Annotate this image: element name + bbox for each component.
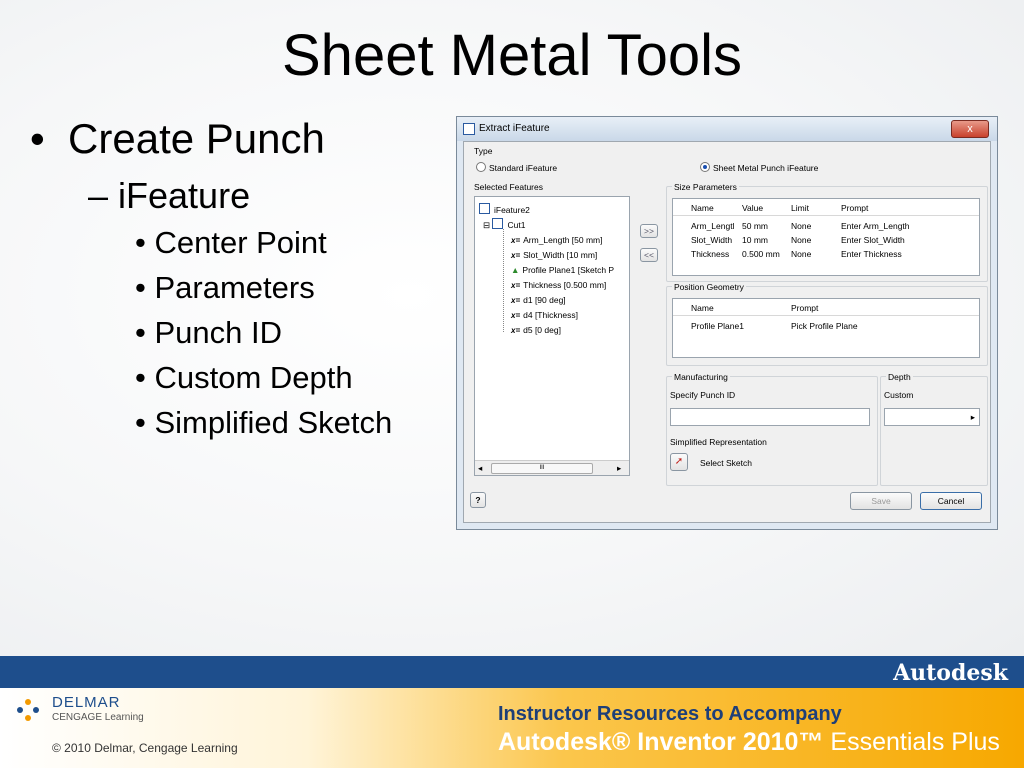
select-sketch-button[interactable] [670,453,688,471]
delmar-logo-icon [14,698,46,722]
sub-bullet-label: Parameters [154,270,315,305]
tree-item-label: d5 [0 deg] [523,325,561,335]
table-cell[interactable]: None [791,235,812,245]
column-header: Prompt [791,303,819,313]
cursor-arrow-icon: ➚ [674,456,684,467]
table-cell[interactable]: Thickness [691,249,730,259]
tree-root-label: iFeature2 [494,205,530,215]
selected-features-label: Selected Features [474,182,543,192]
type-label: Type [474,146,493,156]
help-button[interactable]: ? [470,492,486,508]
footer-line2 [498,728,1000,757]
tree-item[interactable] [511,280,606,290]
selected-features-tree[interactable] [474,196,630,476]
scroll-right-icon[interactable]: ▸ [617,463,622,473]
radio-punch-label: Sheet Metal Punch iFeature [713,163,819,173]
footer-blue-bar [0,656,1024,688]
table-cell[interactable]: Pick Profile Plane [791,321,858,331]
depth-label: Depth [888,372,911,382]
simplified-representation-label: Simplified Representation [670,437,767,447]
publisher-name: DELMAR [52,694,121,711]
profile-plane-icon: ▲ [511,265,520,275]
sub-bullet-label: Simplified Sketch [154,405,393,440]
parameter-icon: x= [511,311,521,320]
autodesk-logo: Autodesk [893,660,1008,686]
table-cell[interactable]: Slot_Width [691,235,733,245]
radio-selected-icon [700,162,710,172]
sub-bullet-label: Punch ID [154,315,282,350]
parameter-icon: x= [511,236,521,245]
bullet-ifeature: – iFeature [88,175,251,216]
table-cell[interactable]: 0.500 mm [742,249,780,259]
footer-line2-light: Essentials Plus [823,728,1000,756]
copyright: © 2010 Delmar, Cengage Learning [52,741,238,755]
size-parameters-table[interactable] [672,198,980,276]
radio-standard-label: Standard iFeature [489,163,558,173]
ifeature-icon [479,203,490,214]
sub-bullet: • Custom Depth [135,360,353,395]
tree-item[interactable] [511,310,578,320]
tree-item-label: Slot_Width [10 mm] [523,250,598,260]
table-cell[interactable]: Enter Arm_Length [841,221,910,231]
sub-bullet-label: Center Point [154,225,327,260]
size-parameters-label: Size Parameters [674,182,737,192]
tree-root[interactable] [479,203,530,215]
tree-item[interactable] [511,295,566,305]
sub-bullet: • Parameters [135,270,315,305]
tree-item[interactable] [511,235,603,245]
column-header: Prompt [841,203,869,213]
footer-line2-bold: Autodesk® Inventor 2010™ [498,728,824,756]
dialog-body [463,141,991,523]
tree-item-label: Profile Plane1 [Sketch P [522,265,615,275]
slide-title: Sheet Metal Tools [282,23,742,88]
punch-id-input[interactable] [670,408,870,426]
dialog-title: Extract iFeature [479,123,550,134]
column-header: Name [691,203,714,213]
depth-custom-label: Custom [884,390,914,400]
tree-connector [503,229,504,332]
save-button[interactable]: Save [850,492,912,510]
add-parameter-button[interactable]: >> [640,224,658,238]
tree-item[interactable] [511,265,614,275]
table-cell[interactable]: 10 mm [742,235,768,245]
table-cell[interactable]: Arm_Lengtl [691,221,735,231]
scroll-left-icon[interactable]: ◂ [478,463,483,473]
horizontal-scrollbar[interactable] [475,460,629,475]
sub-bullet: • Center Point [135,225,327,260]
manufacturing-label: Manufacturing [674,372,728,382]
tree-item-label: Thickness [0.500 mm] [523,280,607,290]
radio-icon [476,162,486,172]
table-cell[interactable]: 50 mm [742,221,768,231]
bullet-create-punch: Create Punch [68,115,325,162]
table-cell[interactable]: Profile Plane1 [691,321,744,331]
column-header: Limit [791,203,809,213]
table-cell[interactable]: None [791,221,812,231]
tree-cut-label: Cut1 [507,220,526,230]
tree-item-label: d1 [90 deg] [523,295,566,305]
scroll-thumb[interactable]: III [491,463,593,474]
tree-item[interactable] [511,325,561,335]
bullet-level1: • Create Punch [30,115,325,162]
extract-ifeature-dialog [456,116,998,530]
position-geometry-table[interactable] [672,298,980,358]
footer-line1: Instructor Resources to Accompany [498,703,842,725]
column-header: Value [742,203,764,213]
radio-sheet-metal-punch[interactable] [700,162,818,173]
tree-cut[interactable]: ⊟ Cut1 [483,220,526,230]
column-header: Name [691,303,714,313]
sub-bullet-label: Custom Depth [154,360,353,395]
table-cell[interactable]: Enter Thickness [841,249,902,259]
tree-item[interactable] [511,250,597,260]
cancel-button[interactable]: Cancel [920,492,982,510]
table-header [673,199,979,216]
tree-item-label: d4 [Thickness] [523,310,578,320]
tree-item-label: Arm_Length [50 mm] [523,235,603,245]
parameter-icon: x= [511,296,521,305]
sub-bullet: • Simplified Sketch [135,405,393,440]
cut-feature-icon [492,218,503,229]
radio-standard-ifeature[interactable] [476,162,557,173]
parameter-icon: x= [511,281,521,290]
sub-bullet: • Punch ID [135,315,282,350]
parameter-icon: x= [511,326,521,335]
publisher-subtitle: CENGAGE Learning [52,712,144,723]
dialog-titlebar[interactable] [457,117,997,141]
combobox-arrow-icon[interactable]: ▸ [970,412,975,422]
select-sketch-label: Select Sketch [700,458,752,468]
table-cell[interactable]: Enter Slot_Width [841,235,905,245]
specify-punch-id-label: Specify Punch ID [670,390,736,400]
table-cell[interactable]: None [791,249,812,259]
remove-parameter-button[interactable]: << [640,248,658,262]
depth-combobox[interactable] [884,408,980,426]
close-button[interactable]: x [951,120,989,138]
ifeature-icon [463,123,475,135]
table-header [673,299,979,316]
position-geometry-label: Position Geometry [674,282,744,292]
parameter-icon: x= [511,251,521,260]
